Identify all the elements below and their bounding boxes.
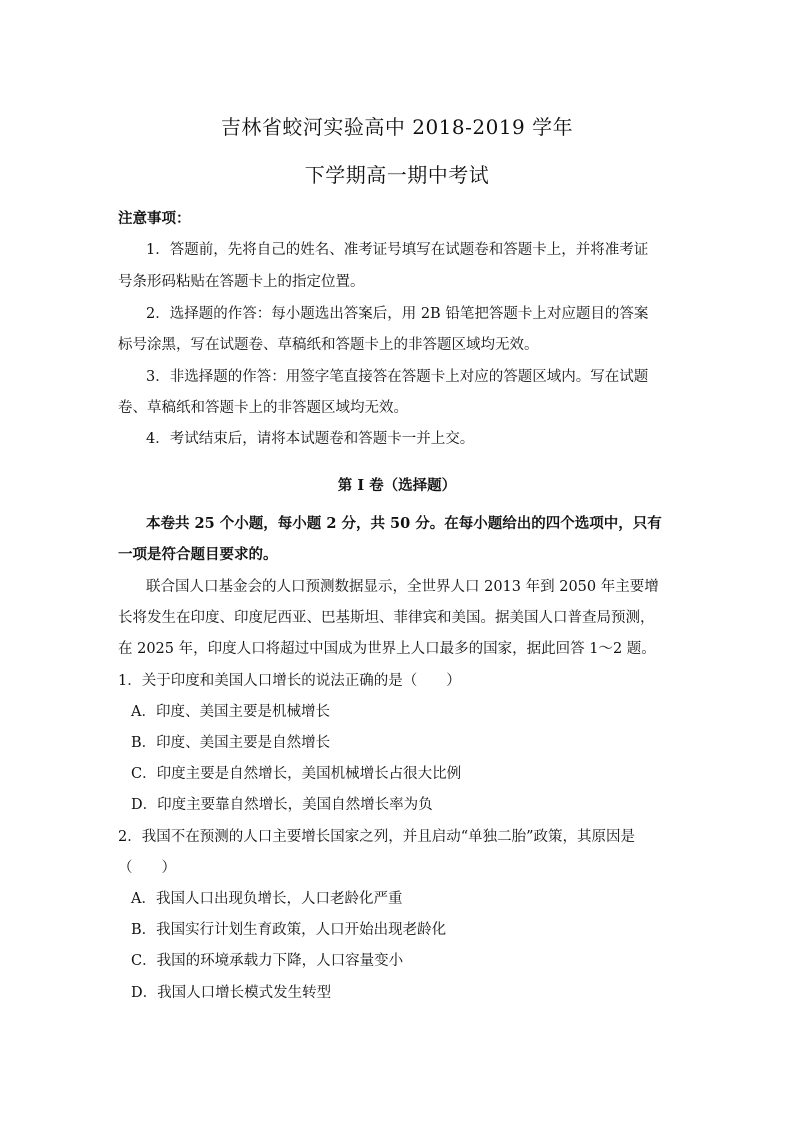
notice-line: 4．考试结束后，请将本试题卷和答题卡一并上交。 xyxy=(146,431,475,447)
question-option: A．印度、美国主要是机械增长 xyxy=(131,704,330,720)
passage-line: 长将发生在印度、印度尼西亚、巴基斯坦、菲律宾和美国。据美国人口普查局预测， xyxy=(118,610,655,626)
section-title: 第 I 卷（选择题） xyxy=(337,477,457,494)
notice-line: 2．选择题的作答：每小题选出答案后，用 2B 铅笔把答题卡上对应题目的答案 xyxy=(146,306,649,322)
notice-line: 卷、草稿纸和答题卡上的非答题区域均无效。 xyxy=(118,400,408,416)
question-option: D．我国人口增长模式发生转型 xyxy=(131,985,332,1001)
question-option: D．印度主要靠自然增长，美国自然增长率为负 xyxy=(131,797,433,813)
notice-heading: 注意事项： xyxy=(118,210,191,227)
notice-line: 1．答题前，先将自己的姓名、准考证号填写在试题卷和答题卡上，并将准考证 xyxy=(146,242,649,258)
question-option: B．印度、美国主要是自然增长 xyxy=(131,735,331,751)
question-option: A．我国人口出现负增长，人口老龄化严重 xyxy=(131,891,403,907)
notice-line: 号条形码粘贴在答题卡上的指定位置。 xyxy=(118,274,365,290)
question-stem: 1．关于印度和美国人口增长的说法正确的是（ ） xyxy=(118,673,461,689)
question-stem: （ ） xyxy=(118,860,176,876)
exam-title-line-2: 下学期高一期中考试 xyxy=(304,163,490,187)
question-stem: 2．我国不在预测的人口主要增长国家之列，并且启动“单独二胎”政策，其原因是 xyxy=(118,829,636,845)
question-option: C．我国的环境承载力下降，人口容量变小 xyxy=(131,953,404,969)
notice-line: 3．非选择题的作答：用签字笔直接答在答题卡上对应的答题区域内。写在试题 xyxy=(146,369,649,385)
passage-line: 在 2025 年，印度人口将超过中国成为世界上人口最多的国家，据此回答 1～2 题。 xyxy=(118,641,656,657)
passage-line: 联合国人口基金会的人口预测数据显示，全世界人口 2013 年到 2050 年主要增 xyxy=(146,579,659,595)
question-option: C．印度主要是自然增长，美国机械增长占很大比例 xyxy=(131,766,462,782)
exam-title-line-1: 吉林省蛟河实验高中 2018-2019 学年 xyxy=(220,115,574,139)
question-option: B．我国实行计划生育政策，人口开始出现老龄化 xyxy=(131,922,447,938)
notice-line: 标号涂黑，写在试题卷、草稿纸和答题卡上的非答题区域均无效。 xyxy=(118,337,539,353)
section-instruction: 一项是符合题目要求的。 xyxy=(118,546,278,563)
section-instruction: 本卷共 25 个小题，每小题 2 分，共 50 分。在每小题给出的四个选项中，只有 xyxy=(146,515,662,532)
